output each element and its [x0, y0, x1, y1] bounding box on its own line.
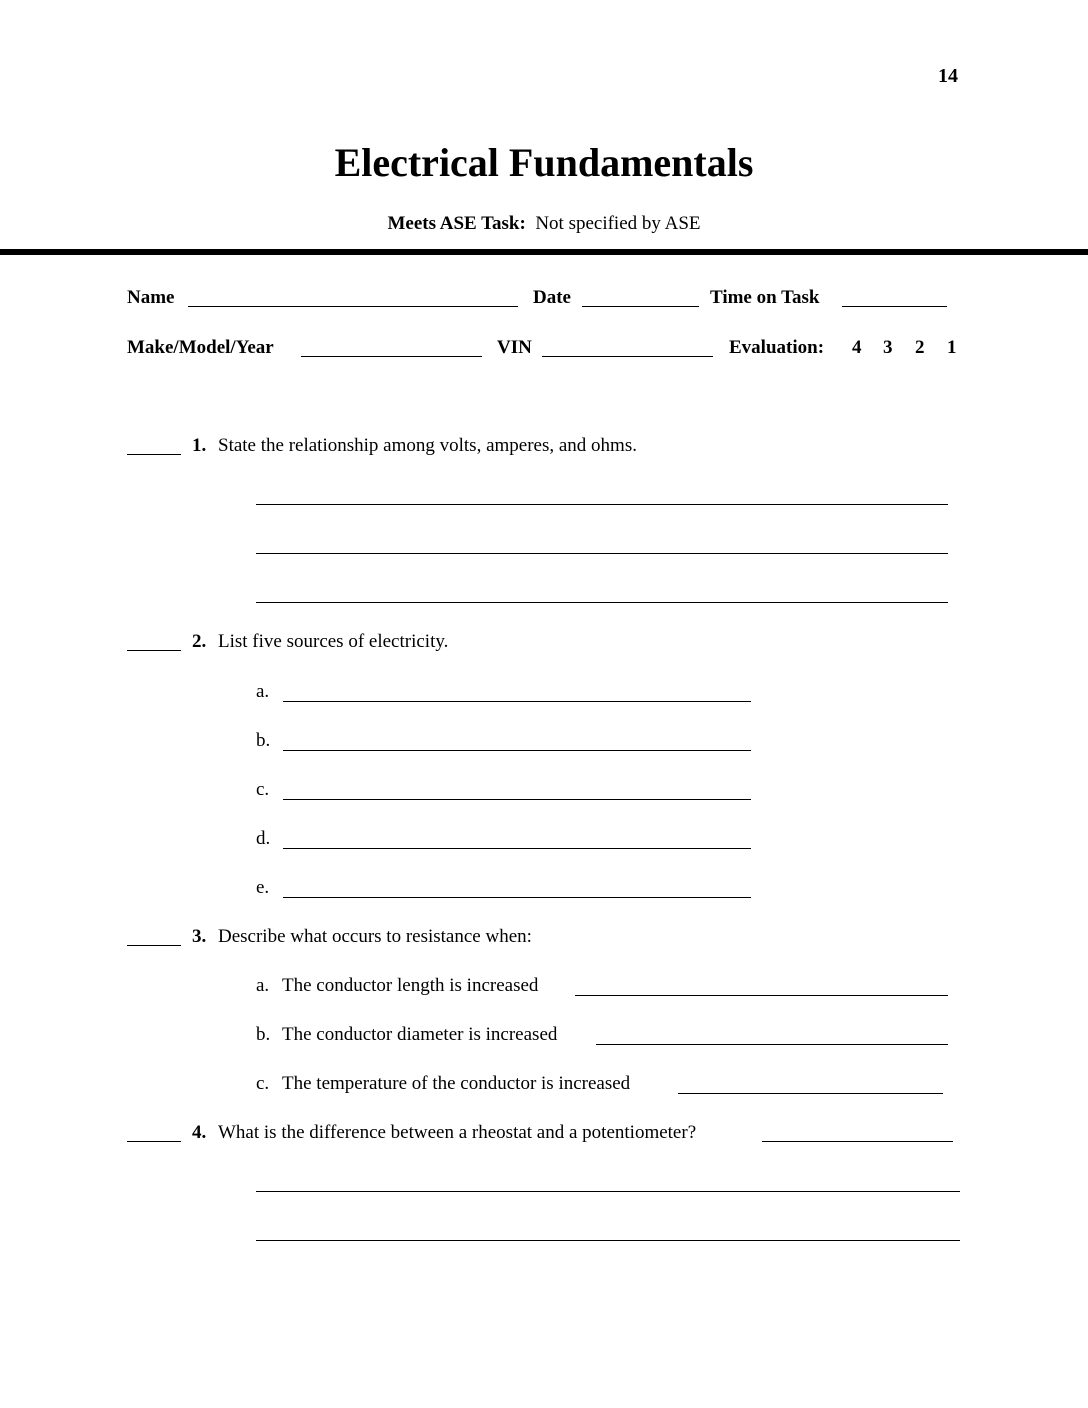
subtitle-value: Not specified by ASE [535, 213, 701, 234]
q1-score-blank[interactable] [127, 454, 181, 455]
q2-item-a-label: a. [256, 681, 270, 702]
q4-text: What is the difference between a rheostat and a potentiometer? [218, 1122, 697, 1143]
q2-item-a-line[interactable] [283, 701, 751, 702]
subtitle-label: Meets ASE Task: [387, 213, 526, 234]
page-title: Electrical Fundamentals [334, 140, 754, 185]
evaluation-score-3[interactable]: 3 [883, 337, 893, 358]
page-number: 14 [938, 65, 958, 87]
q3-score-blank[interactable] [127, 945, 181, 946]
q3-item-c-letter: c. [256, 1073, 270, 1094]
q1-answer-line[interactable] [256, 602, 948, 603]
q1-answer-line[interactable] [256, 504, 948, 505]
name-field[interactable] [188, 306, 518, 307]
q3-text: Describe what occurs to resistance when: [218, 926, 532, 947]
q3-item-c-line[interactable] [678, 1093, 943, 1094]
q3-item-b-text: The conductor diameter is increased [282, 1024, 558, 1045]
make-model-year-field[interactable] [301, 356, 482, 357]
q2-item-d-line[interactable] [283, 848, 751, 849]
evaluation-score-2[interactable]: 2 [915, 337, 925, 358]
q1-number: 1. [192, 435, 207, 456]
q2-text: List five sources of electricity. [218, 631, 449, 652]
subtitle [0, 214, 1088, 233]
q4-inline-line[interactable] [762, 1141, 953, 1142]
date-label: Date [533, 287, 571, 308]
q1-text: State the relationship among volts, amperes, and ohms. [218, 435, 637, 456]
q3-item-b-line[interactable] [596, 1044, 948, 1045]
time-on-task-field[interactable] [842, 306, 947, 307]
vin-field[interactable] [542, 356, 713, 357]
q2-item-d-label: d. [256, 828, 271, 849]
q3-item-a-letter: a. [256, 975, 270, 996]
q4-answer-line[interactable] [256, 1240, 960, 1241]
q4-answer-line[interactable] [256, 1191, 960, 1192]
evaluation-score-1[interactable]: 1 [947, 337, 957, 358]
q3-item-c-text: The temperature of the conductor is increased [282, 1073, 631, 1094]
q2-item-c-line[interactable] [283, 799, 751, 800]
q3-item-a-text: The conductor length is increased [282, 975, 539, 996]
name-label: Name [127, 287, 175, 308]
q3-number: 3. [192, 926, 207, 947]
time-on-task-label: Time on Task [710, 287, 820, 308]
q4-number: 4. [192, 1122, 207, 1143]
evaluation-label: Evaluation: [729, 337, 825, 358]
q2-item-e-line[interactable] [283, 897, 751, 898]
q1-answer-line[interactable] [256, 553, 948, 554]
q2-item-c-label: c. [256, 779, 270, 800]
make-model-year-label: Make/Model/Year [127, 337, 274, 358]
q2-score-blank[interactable] [127, 650, 181, 651]
q2-number: 2. [192, 631, 207, 652]
q4-score-blank[interactable] [127, 1141, 181, 1142]
q3-item-a-line[interactable] [575, 995, 948, 996]
q2-item-b-line[interactable] [283, 750, 751, 751]
q3-item-b-letter: b. [256, 1024, 271, 1045]
evaluation-score-4[interactable]: 4 [852, 337, 862, 358]
date-field[interactable] [582, 306, 699, 307]
header-divider [0, 249, 1088, 255]
vin-label: VIN [497, 337, 532, 358]
q2-item-b-label: b. [256, 730, 271, 751]
q2-item-e-label: e. [256, 877, 270, 898]
